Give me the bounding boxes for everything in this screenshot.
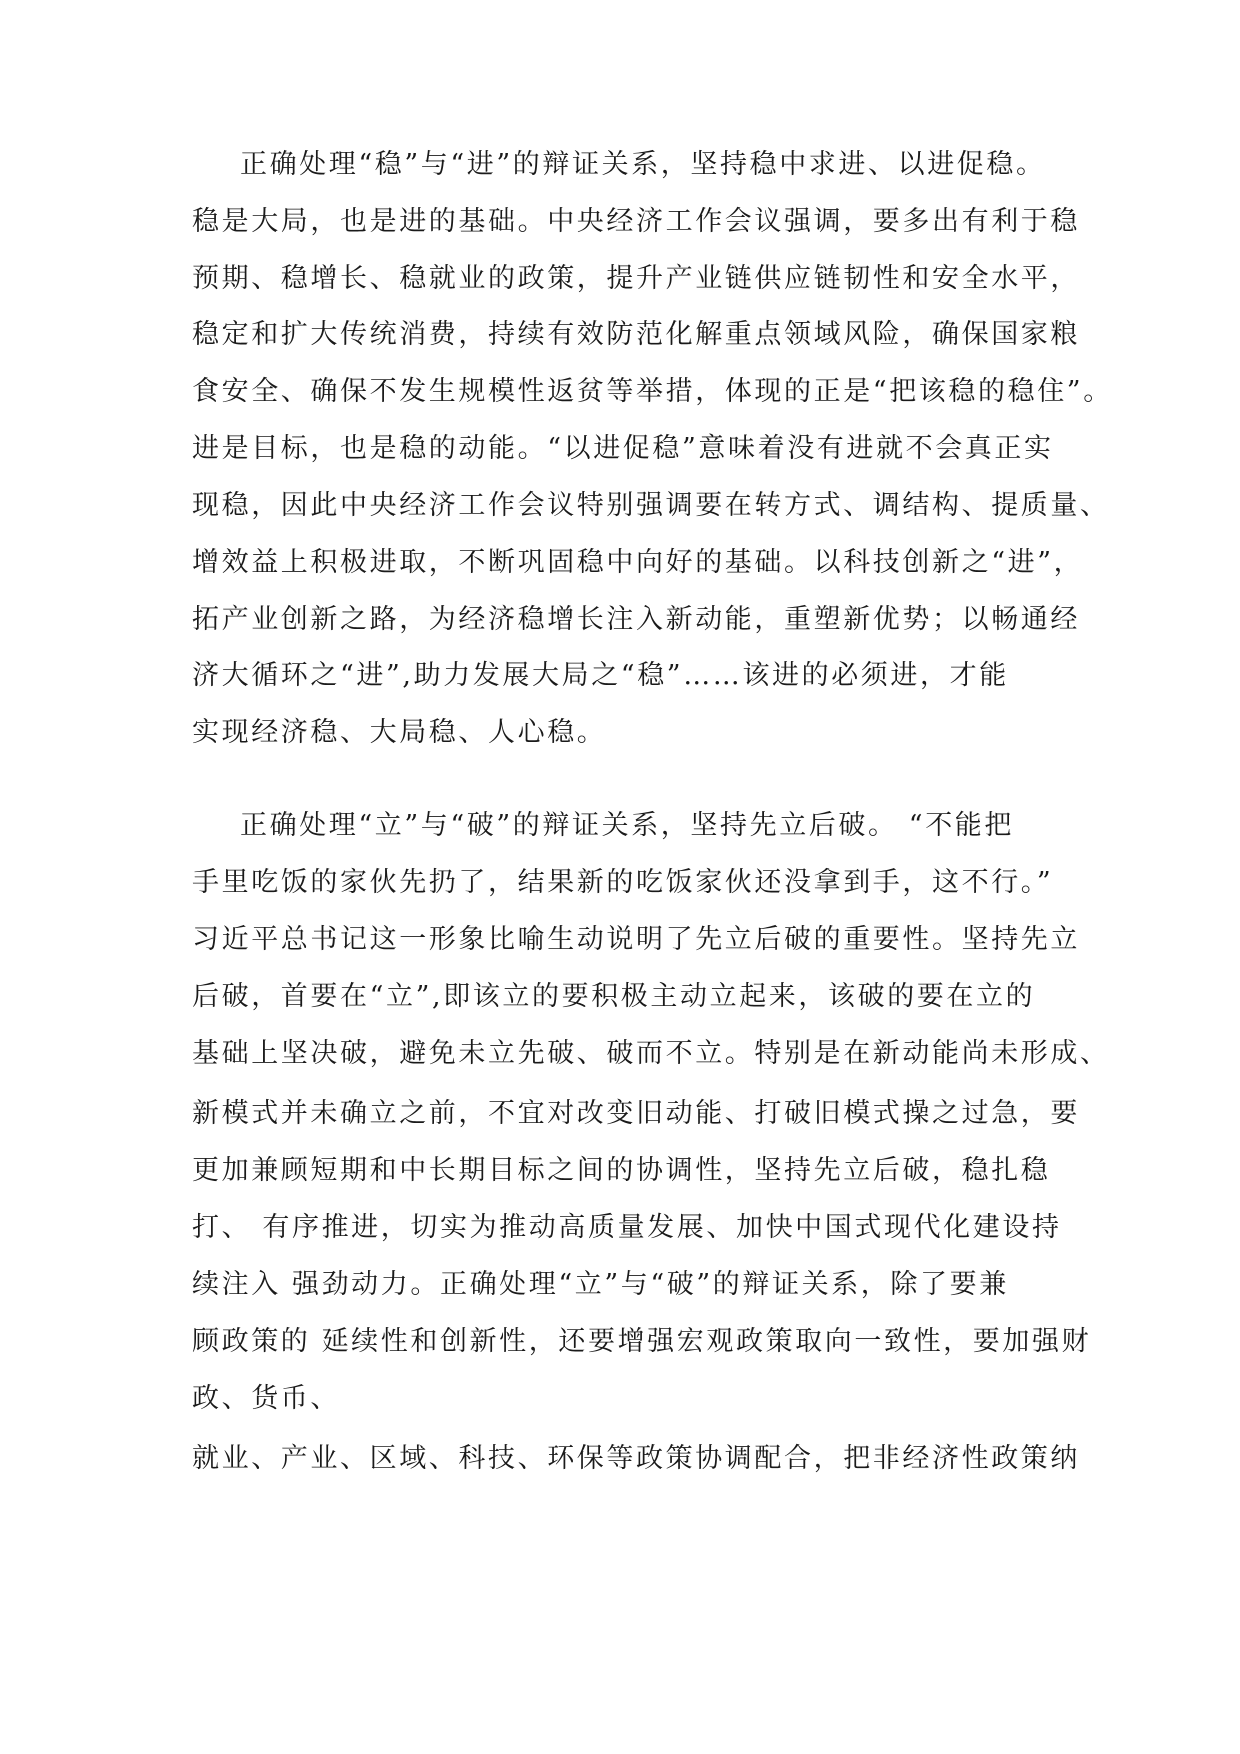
paragraph-line: 后破，首要在“立”,即该立的要积极主动立起来，该破的要在立的 (192, 981, 1036, 1012)
paragraph-line: 拓产业创新之路，为经济稳增长注入新动能，重塑新优势；以畅通经 (192, 604, 1080, 635)
paragraph-line: 顾政策的 延续性和创新性，还要增强宏观政策取向一致性，要加强财 (192, 1326, 1092, 1357)
paragraph-line: 打、 有序推进，切实为推动高质量发展、加快中国式现代化建设持 (192, 1212, 1062, 1243)
paragraph-line: 新模式并未确立之前，不宜对改变旧动能、打破旧模式操之过急，要 (192, 1098, 1080, 1129)
paragraph-line: 进是目标，也是稳的动能。“以进促稳”意味着没有进就不会真正实 (192, 433, 1054, 464)
paragraph-line: 稳是大局，也是进的基础。中央经济工作会议强调，要多出有利于稳 (192, 206, 1080, 237)
paragraph-line: 更加兼顾短期和中长期目标之间的协调性，坚持先立后破，稳扎稳 (192, 1155, 1051, 1186)
paragraph-line: 稳定和扩大传统消费，持续有效防范化解重点领域风险，确保国家粮 (192, 319, 1080, 350)
paragraph-line: 济大循环之“进”,助力发展大局之“稳”……该进的必须进，才能 (192, 660, 1009, 691)
paragraph-line: 预期、稳增长、稳就业的政策，提升产业链供应链韧性和安全水平， (192, 263, 1080, 294)
paragraph-line: 增效益上积极进取，不断巩固稳中向好的基础。以科技创新之“进”， (192, 547, 1084, 578)
paragraph-line: 习近平总书记这一形象比喻生动说明了先立后破的重要性。坚持先立 (192, 924, 1080, 955)
paragraph-line: 续注入 强劲动力。正确处理“立”与“破”的辩证关系，除了要兼 (192, 1269, 1009, 1300)
paragraph-line: 就业、产业、区域、科技、环保等政策协调配合，把非经济性政策纳 (192, 1443, 1080, 1474)
paragraph-line: 现稳，因此中央经济工作会议特别强调要在转方式、调结构、提质量、 (192, 490, 1110, 521)
paragraph-line: 实现经济稳、大局稳、人心稳。 (192, 717, 607, 748)
paragraph-line: 手里吃饭的家伙先扔了，结果新的吃饭家伙还没拿到手，这不行。” (192, 867, 1054, 898)
paragraph-line: 正确处理“立”与“破”的辩证关系，坚持先立后破。 “不能把 (240, 810, 1014, 841)
paragraph-line: 基础上坚决破，避免未立先破、破而不立。特别是在新动能尚未形成、 (192, 1038, 1110, 1069)
paragraph-line: 政、货币、 (192, 1383, 340, 1414)
paragraph-line: 正确处理“稳”与“进”的辩证关系，坚持稳中求进、以进促稳。 (240, 149, 1046, 180)
paragraph-line: 食安全、确保不发生规模性返贫等举措，体现的正是“把该稳的稳住”。 (192, 376, 1113, 407)
